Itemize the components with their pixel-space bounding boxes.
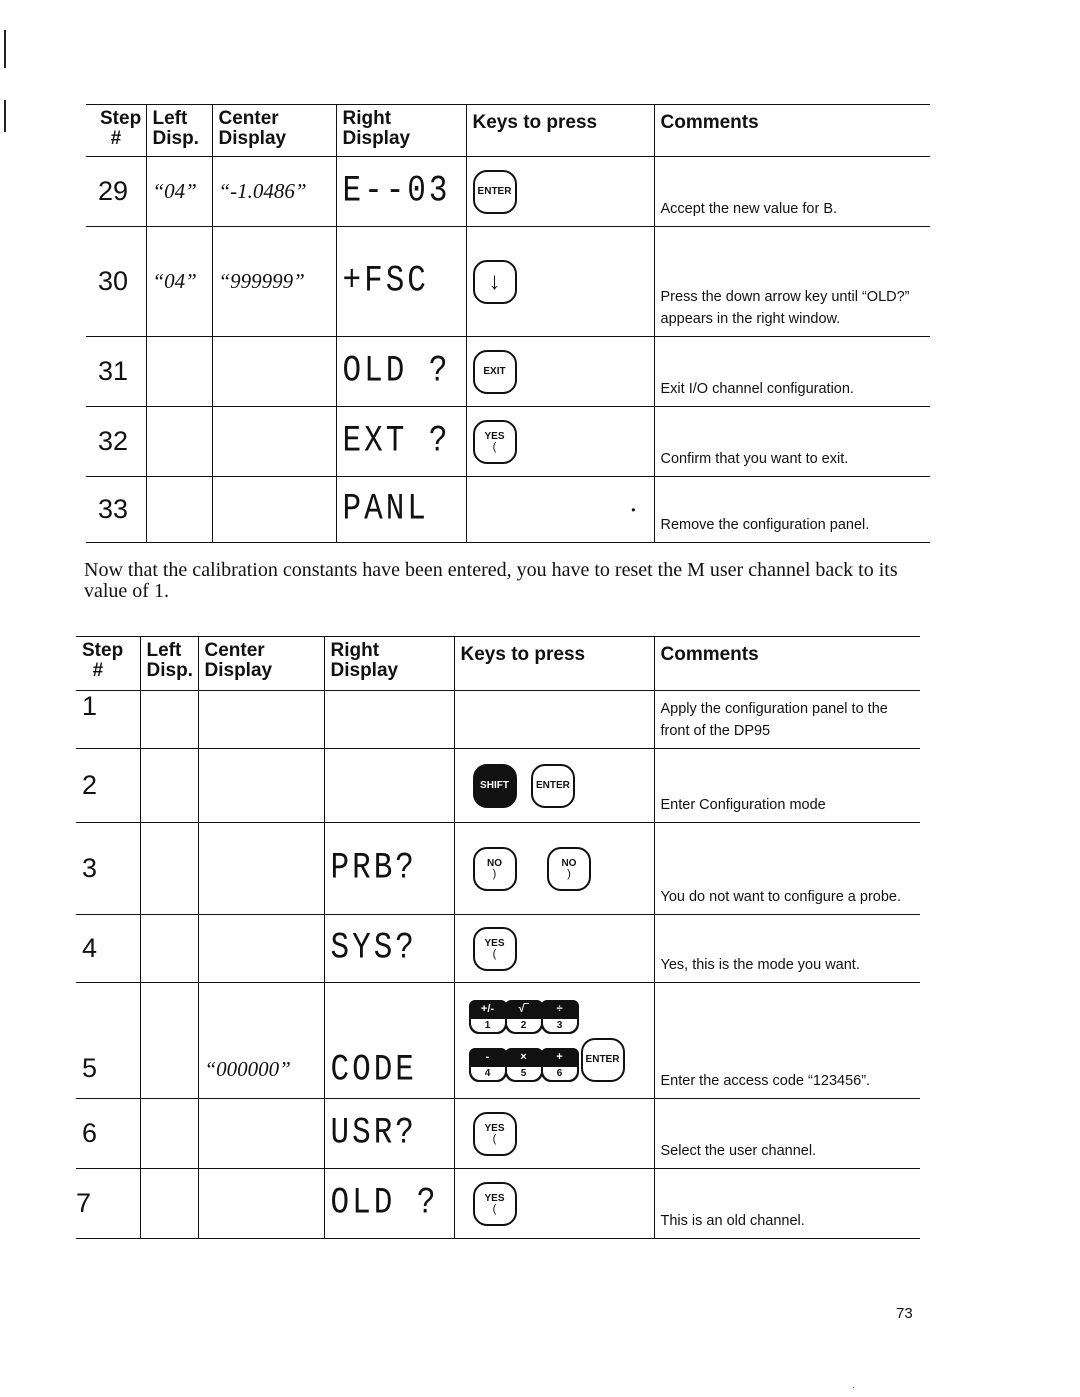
keys-cell (466, 407, 654, 477)
no-key[interactable]: NO ) (473, 847, 517, 891)
step-number: 32 (86, 407, 146, 477)
left-display (140, 1099, 198, 1169)
key-3[interactable]: ÷ 3 (541, 1000, 579, 1034)
comment: This is an old channel. (654, 1169, 920, 1239)
step-number: 7 (76, 1169, 140, 1239)
yes-key[interactable]: YES ( (473, 1182, 517, 1226)
keypad-row (469, 1000, 635, 1034)
key-1[interactable]: +/- 1 (469, 1000, 507, 1034)
center-display (212, 407, 336, 477)
comment: Press the down arrow key until “OLD?” appears in the right window. (654, 227, 930, 337)
scan-speck: · (852, 1382, 856, 1393)
keys-cell (466, 157, 654, 227)
right-display: OLD ? (336, 337, 466, 407)
keys-cell (454, 749, 654, 823)
table-row (76, 1169, 920, 1239)
yes-key[interactable]: YES ( (473, 1112, 517, 1156)
keys-cell (454, 823, 654, 915)
center-display: “999999” (212, 227, 336, 337)
table-row (86, 477, 930, 543)
center-display: “-1.0486” (212, 157, 336, 227)
header-keys: Keys to press (466, 105, 654, 157)
header-center: Center Display (212, 105, 336, 157)
keys-cell (454, 1169, 654, 1239)
shift-key[interactable]: SHIFT (473, 764, 517, 808)
no-key[interactable]: NO ) (547, 847, 591, 891)
margin-mark (4, 30, 6, 68)
keys-cell (466, 227, 654, 337)
key-6[interactable]: + 6 (541, 1048, 579, 1082)
down-arrow-icon: ↓ (488, 268, 501, 295)
left-display (140, 983, 198, 1099)
table-row (76, 1099, 920, 1169)
center-display (212, 337, 336, 407)
header-keys: Keys to press (454, 637, 654, 691)
step-number: 6 (76, 1099, 140, 1169)
keys-cell (454, 691, 654, 749)
comment: Enter the access code “123456”. (654, 983, 920, 1099)
right-display: USR? (324, 1099, 454, 1169)
left-display (140, 691, 198, 749)
step-number: 30 (86, 227, 146, 337)
center-display (198, 1099, 324, 1169)
left-display (146, 337, 212, 407)
key-4[interactable]: - 4 (469, 1048, 507, 1082)
right-display: E--03 (336, 157, 466, 227)
comment: Confirm that you want to exit. (654, 407, 930, 477)
header-left: Left Disp. (140, 637, 198, 691)
step-number: 31 (86, 337, 146, 407)
center-display (212, 477, 336, 543)
left-display (140, 749, 198, 823)
header-right: Right Display (336, 105, 466, 157)
enter-key[interactable]: ENTER (473, 170, 517, 214)
table-row (76, 691, 920, 749)
comment: Yes, this is the mode you want. (654, 915, 920, 983)
step-number: 33 (86, 477, 146, 543)
keypad-row (469, 1038, 635, 1082)
right-display: OLD ? (324, 1169, 454, 1239)
header-step: Step # (86, 105, 146, 157)
bullet-mark: • (631, 503, 636, 517)
yes-key[interactable]: YES ( (473, 420, 517, 464)
left-display (146, 407, 212, 477)
step-number: 29 (86, 157, 146, 227)
table-row (76, 749, 920, 823)
right-display: PRB? (324, 823, 454, 915)
left-display (140, 1169, 198, 1239)
table-row (76, 915, 920, 983)
table-row (76, 983, 920, 1099)
right-display: PANL (336, 477, 466, 543)
right-display: CODE (324, 983, 454, 1099)
keys-cell (466, 337, 654, 407)
key-5[interactable]: × 5 (505, 1048, 543, 1082)
left-display (146, 477, 212, 543)
header-comments: Comments (654, 637, 920, 691)
step-number: 2 (76, 749, 140, 823)
comment: Exit I/O channel configuration. (654, 337, 930, 407)
left-display (140, 915, 198, 983)
center-display (198, 823, 324, 915)
header-step: Step # (76, 637, 140, 691)
right-display: +FSC (336, 227, 466, 337)
left-display: “04” (146, 157, 212, 227)
steps-table-1 (86, 104, 930, 543)
table-row (86, 157, 930, 227)
comment: Select the user channel. (654, 1099, 920, 1169)
steps-table-2 (76, 636, 920, 1239)
exit-key[interactable]: EXIT (473, 350, 517, 394)
table-row (86, 337, 930, 407)
comment: Accept the new value for B. (654, 157, 930, 227)
down-arrow-key[interactable] (473, 260, 517, 304)
step-number: 4 (76, 915, 140, 983)
step-number: 3 (76, 823, 140, 915)
center-display (198, 749, 324, 823)
keys-cell (454, 915, 654, 983)
table-row (76, 823, 920, 915)
center-display (198, 691, 324, 749)
left-display: “04” (146, 227, 212, 337)
enter-key[interactable]: ENTER (581, 1038, 625, 1082)
header-right: Right Display (324, 637, 454, 691)
yes-key[interactable]: YES ( (473, 927, 517, 971)
comment: Apply the configuration panel to the front of the DP95 (654, 691, 920, 749)
step-number: 1 (76, 691, 140, 749)
comment: Remove the configuration panel. (654, 477, 930, 543)
header-center: Center Display (198, 637, 324, 691)
comment: You do not want to configure a probe. (654, 823, 920, 915)
right-display (324, 749, 454, 823)
enter-key[interactable]: ENTER (531, 764, 575, 808)
page-number: 73 (896, 1305, 913, 1322)
keys-cell (466, 477, 654, 543)
table-header (76, 637, 920, 691)
margin-mark (4, 100, 6, 132)
left-display (140, 823, 198, 915)
step-number: 5 (76, 983, 140, 1099)
table-row (86, 227, 930, 337)
keys-cell (454, 1099, 654, 1169)
table-header (86, 105, 930, 157)
table-row (86, 407, 930, 477)
right-display: SYS? (324, 915, 454, 983)
right-display (324, 691, 454, 749)
keys-cell (454, 983, 654, 1099)
header-comments: Comments (654, 105, 930, 157)
comment: Enter Configuration mode (654, 749, 920, 823)
center-display (198, 1169, 324, 1239)
center-display: “000000” (198, 983, 324, 1099)
instruction-paragraph: Now that the calibration constants have been entered, you have to reset the M user channel back to its value of 1. (84, 559, 898, 602)
center-display (198, 915, 324, 983)
numeric-keypad (469, 996, 635, 1086)
header-left: Left Disp. (146, 105, 212, 157)
key-2[interactable]: √‾ 2 (505, 1000, 543, 1034)
right-display: EXT ? (336, 407, 466, 477)
